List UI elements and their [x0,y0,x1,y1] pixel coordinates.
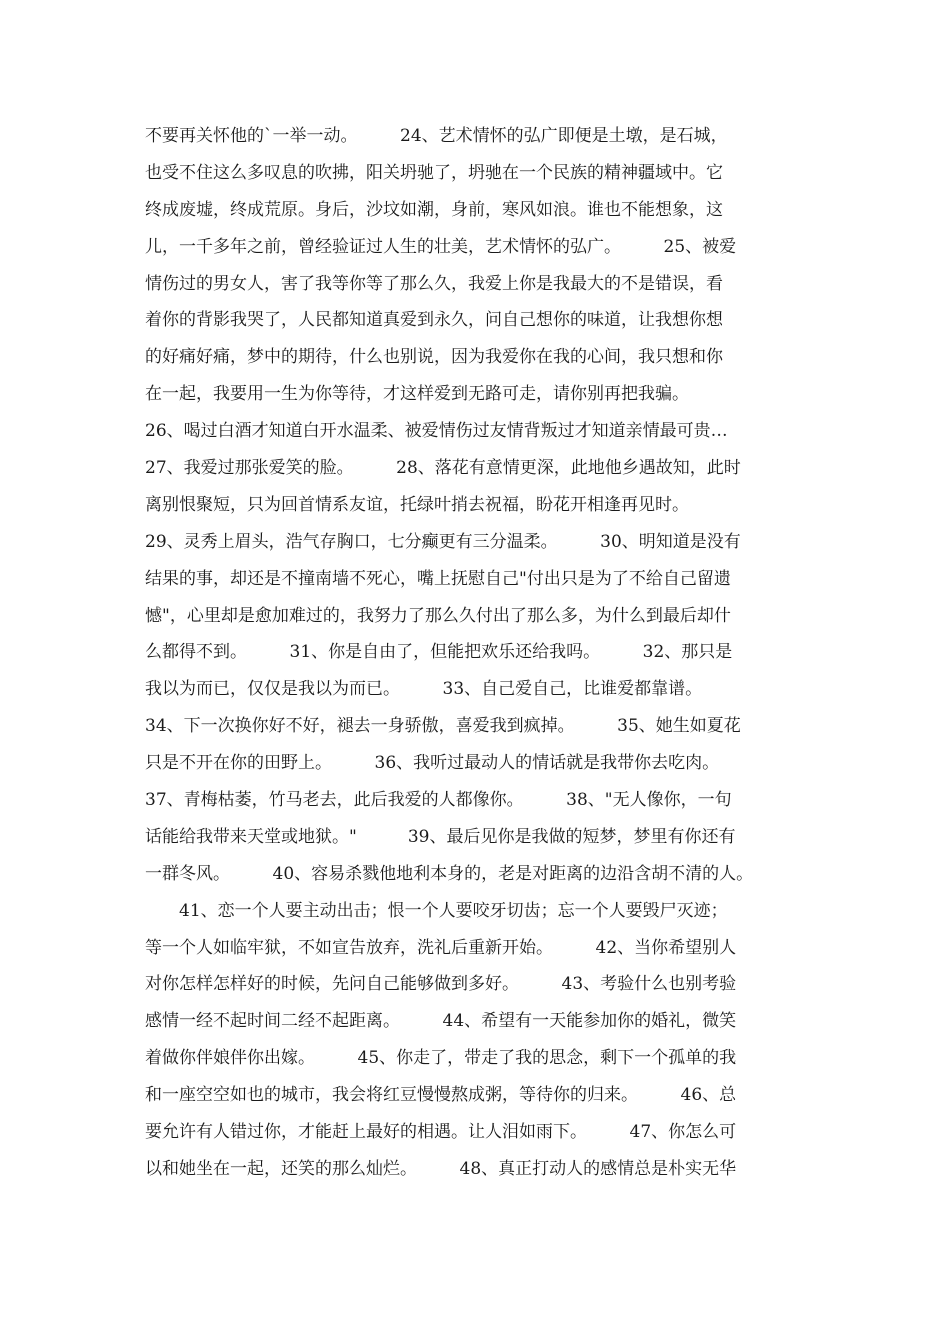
text-line: 话能给我带来天堂或地狱。" 39、最后见你是我做的短梦，梦里有你还有 [145,826,736,847]
text-line: 一群冬风。 40、容易杀戮他地利本身的，老是对距离的边沿含胡不清的人。 [145,863,754,884]
text-line: 34、下一次换你好不好，褪去一身骄傲，喜爱我到疯掉。 35、她生如夏花 [145,716,741,737]
text-line: 以和她坐在一起，还笑的那么灿烂。 48、真正打动人的感情总是朴实无华 [145,1158,737,1179]
text-line: 要允许有人错过你，才能赶上最好的相遇。让人泪如雨下。 47、你怎么可 [145,1122,737,1143]
text-line: 41、恋一个人要主动出击；恨一个人要咬牙切齿；忘一个人要毁尸灭迹； [145,900,728,921]
text-body [145,118,825,1188]
text-line: 26、喝过白酒才知道白开水温柔、被爱情伤过友情背叛过才知道亲情最可贵… [145,421,728,442]
text-line: 对你怎样怎样好的时候，先问自己能够做到多好。 43、考验什么也别考验 [145,974,737,995]
text-line: 29、灵秀上眉头，浩气存胸口，七分癫更有三分温柔。 30、明知道是没有 [145,531,741,552]
text-line: 只是不开在你的田野上。 36、我听过最动人的情话就是我带你去吃肉。 [145,753,720,774]
text-line: 离别恨聚短，只为回首情系友谊，托绿叶捎去祝福，盼花开相逢再见时。 [145,494,689,515]
text-line: 儿，一千多年之前，曾经验证过人生的壮美，艺术情怀的弘广。 25、被爱 [145,236,737,257]
text-line: 结果的事，却还是不撞南墙不死心，嘴上抚慰自己"付出只是为了不给自己留遗 [145,568,731,589]
text-line: 情伤过的男女人，害了我等你等了那么久，我爱上你是我最大的不是错误，看 [145,273,723,294]
text-line: 在一起，我要用一生为你等待，才这样爱到无路可走，请你别再把我骗。 [145,384,689,405]
text-line: 着你的背影我哭了，人民都知道真爱到永久，问自己想你的味道，让我想你想 [145,310,723,331]
text-line: 着做你伴娘伴你出嫁。 45、你走了，带走了我的思念，剩下一个孤单的我 [145,1048,737,1069]
text-line: 么都得不到。 31、你是自由了，但能把欢乐还给我吗。 32、那只是 [145,642,733,663]
text-line: 感情一经不起时间二经不起距离。 44、希望有一天能参加你的婚礼，微笑 [145,1011,737,1032]
text-line: 27、我爱过那张爱笑的脸。 28、落花有意情更深，此地他乡遇故知，此时 [145,458,741,479]
text-line: 等一个人如临牢狱，不如宣告放弃，洗礼后重新开始。 42、当你希望别人 [145,937,737,958]
text-line: 也受不住这么多叹息的吹拂，阳关坍驰了，坍驰在一个民族的精神疆域中。它 [145,162,723,183]
text-line: 憾"，心里却是愈加难过的，我努力了那么久付出了那么多，为什么到最后却什 [145,605,731,626]
text-line: 37、青梅枯萎，竹马老去，此后我爱的人都像你。 38、"无人像你，一句 [145,790,732,811]
text-line: 和一座空空如也的城市，我会将红豆慢慢熬成粥，等待你的归来。 46、总 [145,1085,737,1106]
text-line: 不要再关怀他的`一举一动。 24、艺术情怀的弘广即便是土墩，是石城， [145,126,728,146]
text-line: 我以为而已，仅仅是我以为而已。 33、自己爱自己，比谁爱都靠谱。 [145,679,703,700]
text-line: 终成废墟，终成荒原。身后，沙坟如潮，身前，寒风如浪。谁也不能想象，这 [145,199,723,220]
text-line: 的好痛好痛，梦中的期待，什么也别说，因为我爱你在我的心间，我只想和你 [145,347,723,368]
